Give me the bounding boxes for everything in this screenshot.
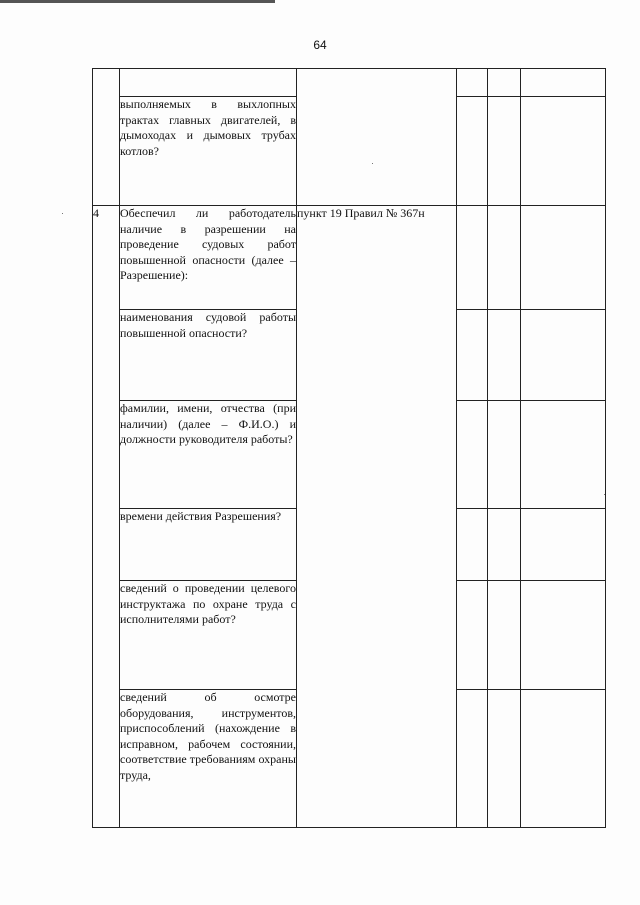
cell-question: сведений об осмотре оборудования, инструментов, приспособлений (нахождение в исправном, рабочем состоянии, соответствие требованиям охраны труда, xyxy=(120,690,297,828)
cell-note xyxy=(521,509,606,581)
cell-question: наименования судовой работы повышенной опасности? xyxy=(120,310,297,401)
scan-speck xyxy=(372,163,373,164)
cell-question: сведений о проведении целевого инструктажа по охране труда с исполнителями работ? xyxy=(120,581,297,690)
cell-note xyxy=(521,690,606,828)
cell-question: Обеспечил ли работодатель наличие в разрешении на проведение судовых работ повышенной опасности (далее – Разрешение): xyxy=(120,206,297,310)
cell-no xyxy=(488,401,521,509)
cell-yes xyxy=(457,690,488,828)
cell-number: 4 xyxy=(93,206,120,828)
cell-yes xyxy=(457,581,488,690)
cell-note xyxy=(521,581,606,690)
cell-reference xyxy=(297,69,457,206)
cell-no xyxy=(488,690,521,828)
cell-no xyxy=(488,310,521,401)
scan-edge-line xyxy=(0,0,275,3)
cell-yes xyxy=(457,206,488,310)
scan-speck xyxy=(604,494,605,495)
cell-no xyxy=(488,69,521,97)
cell-yes xyxy=(457,509,488,581)
checklist-table xyxy=(92,68,606,828)
cell-number xyxy=(93,69,120,206)
cell-question: времени действия Разрешения? xyxy=(120,509,297,581)
table-row xyxy=(93,206,606,310)
cell-no xyxy=(488,206,521,310)
cell-yes xyxy=(457,310,488,401)
cell-question xyxy=(120,69,297,97)
cell-yes xyxy=(457,69,488,97)
cell-question: выполняемых в выхлопных трактах главных двигателей, в дымоходах и дымовых трубах котлов? xyxy=(120,97,297,206)
cell-question: фамилии, имени, отчества (при наличии) (далее – Ф.И.О.) и должности руководителя работы? xyxy=(120,401,297,509)
cell-note xyxy=(521,206,606,310)
cell-yes xyxy=(457,401,488,509)
cell-note xyxy=(521,310,606,401)
cell-yes xyxy=(457,97,488,206)
table-row xyxy=(93,69,606,97)
cell-no xyxy=(488,509,521,581)
cell-no xyxy=(488,97,521,206)
cell-reference: пункт 19 Правил № 367н xyxy=(297,206,457,828)
cell-no xyxy=(488,581,521,690)
page-number: 64 xyxy=(313,38,327,52)
cell-note xyxy=(521,401,606,509)
scan-speck xyxy=(62,213,63,214)
cell-note xyxy=(521,97,606,206)
cell-note xyxy=(521,69,606,97)
